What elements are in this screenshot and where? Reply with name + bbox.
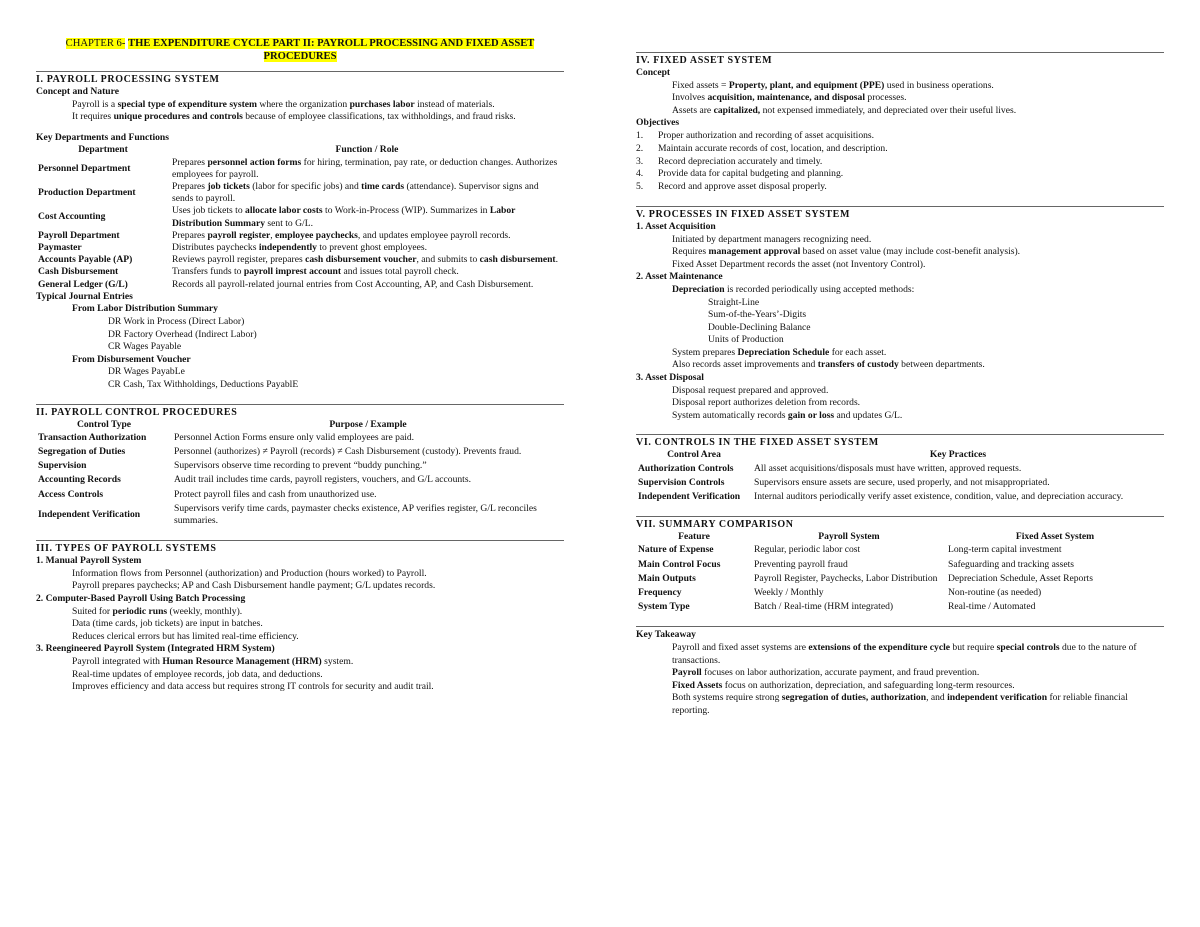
text-line: Payroll prepares paychecks; AP and Cash Disbursement handle payment; G/L updates records. [72,580,436,592]
summary-table [636,531,1164,614]
section-fixed-asset-system [636,52,1164,194]
table-row: Accounts Payable (AP) Reviews payroll register, prepares cash disbursement voucher, and submits to cash disbursement. [38,254,559,266]
section-key-takeaway [636,626,1164,717]
text-line: Fixed assets = Property, plant, and equipment (PPE) used in business operations. [672,79,994,91]
table-row: Cash Disbursement Transfers funds to payroll imprest account and issues total payroll check. [38,266,459,278]
subheading: 1. Manual Payroll System [36,555,142,567]
depreciation-method: Straight-Line [708,296,760,308]
payroll-controls-table [36,419,564,529]
text-line: Involves acquisition, maintenance, and disposal processes. [672,92,907,104]
journal-line: CR Cash, Tax Withholdings, Deductions PayablE [108,378,299,390]
paragraph: Payroll and fixed asset systems are extensions of the expenditure cycle but require special controls due to the nature of transactions. [672,642,1137,666]
journal-line: DR Wages PayabLe [108,366,185,378]
text-line: Depreciation is recorded periodically using accepted methods: [672,283,915,295]
table-row: Accounting Records Audit trail includes time cards, payroll registers, vouchers, and G/L accounts. [38,474,471,486]
depreciation-method: Units of Production [708,334,784,346]
journal-entry-heading: From Disbursement Voucher [72,353,191,365]
column-header: Function / Role [335,144,399,156]
paragraph: Both systems require strong segregation of duties, authorization, and independent verification for reliable financial reporting. [672,692,1128,717]
table-row: Access Controls Protect payroll files and cash from unauthorized use. [38,488,377,500]
table-row: Nature of Expense Regular, periodic labor cost Long-term capital investment [638,544,1062,556]
paragraph: Payroll is a special type of expenditure system where the organization purchases labor instead of materials. It requires unique procedures and controls because of employee classifications, tax withholdings, and fraud risks. [72,98,516,123]
text-line: System prepares Depreciation Schedule for each asset. [672,346,887,358]
section-heading: VI. CONTROLS IN THE FIXED ASSET SYSTEM [636,434,1164,449]
text-line: System automatically records gain or loss and updates G/L. [672,409,903,421]
text-line: Suited for periodic runs (weekly, monthly). [72,605,243,617]
right-column [636,48,1164,718]
section-heading: II. PAYROLL CONTROL PROCEDURES [36,404,564,419]
table-row: Paymaster Distributes paychecks independently to prevent ghost employees. [38,242,428,253]
section-payroll-processing [36,71,564,392]
table-row: Independent Verification Internal auditors periodically verify asset existence, condition, value, and depreciation accuracy. [638,491,1124,503]
column-header: Payroll System [818,531,880,543]
subheading: 3. Asset Disposal [636,372,704,384]
subheading: Key Departments and Functions [36,131,169,143]
list-item: 4. Provide data for capital budgeting and planning. [636,168,844,180]
text-line: Requires management approval based on asset value (may include cost-benefit analysis). [672,246,1021,258]
section-heading: VII. SUMMARY COMPARISON [636,516,1164,531]
table-row: Personnel Department Prepares personnel action forms for hiring, termination, pay rate, or deduction changes. Authorizes employees for payroll. [38,156,558,180]
depreciation-method: Sum-of-the-Years’-Digits [708,309,807,321]
section-heading: V. PROCESSES IN FIXED ASSET SYSTEM [636,206,1164,221]
text-line: Improves efficiency and data access but requires strong IT controls for security and audit trail. [72,681,434,693]
subheading: 2. Asset Maintenance [636,271,723,283]
text-line: Real-time updates of employee records, job data, and deductions. [72,668,323,680]
table-row: Supervision Supervisors observe time recording to prevent “buddy punching.” [38,460,427,472]
column-header: Feature [678,531,710,543]
column-header: Control Type [76,418,132,430]
journal-line: CR Wages Payable [108,341,182,353]
list-item: 2. Maintain accurate records of cost, location, and description. [636,142,888,154]
subheading: Concept and Nature [36,86,119,97]
table-row: Transaction Authorization Personnel Action Forms ensure only valid employees are paid. [38,431,415,443]
subheading: 3. Reengineered Payroll System (Integrated HRM System) [36,643,275,655]
text-line: Payroll integrated with Human Resource Management (HRM) system. [72,655,354,667]
section-fixed-asset-processes [636,206,1164,423]
paragraph: Fixed Assets focus on authorization, depreciation, and safeguarding long-term resources. [672,679,1015,691]
departments-table [36,144,564,290]
section-heading: III. TYPES OF PAYROLL SYSTEMS [36,540,564,555]
list-item: 5. Record and approve asset disposal properly. [636,181,827,193]
paragraph: Payroll focuses on labor authorization, accurate payment, and fraud prevention. [672,667,980,679]
text-line: Data (time cards, job tickets) are input in batches. [72,618,263,630]
page-title [36,38,564,63]
journal-line: DR Work in Process (Direct Labor) [108,316,245,327]
journal-line: DR Factory Overhead (Indirect Labor) [108,328,257,340]
subheading: Concept [636,67,671,78]
table-row: Main Outputs Payroll Register, Paychecks, Labor Distribution Depreciation Schedule, Asset Reports [638,572,1093,584]
journal-entry-heading: From Labor Distribution Summary [72,303,218,315]
section-payroll-types [36,540,564,694]
column-header: Key Practices [929,449,987,461]
section-fixed-asset-controls [636,434,1164,504]
table-row: Independent Verification Supervisors verify time cards, paymaster checks existence, AP verifies register, G/L reconciles summaries. [38,502,537,526]
list-item: 3. Record depreciation accurately and timely. [636,155,823,167]
column-header: Department [78,144,128,156]
subheading: 2. Computer-Based Payroll Using Batch Processing [36,592,246,604]
section-heading: I. PAYROLL PROCESSING SYSTEM [36,71,564,86]
depreciation-method: Double-Declining Balance [708,321,811,333]
text-line: Reduces clerical errors but has limited real-time efficiency. [72,630,299,642]
section-payroll-controls [36,404,564,529]
chapter-label: CHAPTER 6- [65,38,126,49]
table-row: Cost Accounting Uses job tickets to allocate labor costs to Work-in-Process (WIP). Summarizes in Labor Distribution Summary sent to G/L. [38,205,516,229]
section-heading: IV. FIXED ASSET SYSTEM [636,52,1164,67]
left-column [36,38,564,694]
column-header: Fixed Asset System [1015,531,1095,543]
table-row: Supervision Controls Supervisors ensure assets are secure, used properly, and not misappropriated. [638,476,1050,488]
table-row: Authorization Controls All asset acquisitions/disposals must have written, approved requests. [638,462,1022,474]
table-row: Payroll Department Prepares payroll register, employee paychecks, and updates employee payroll records. [38,229,511,241]
table-row: Frequency Weekly / Monthly Non-routine (as needed) [638,587,1042,599]
subheading: Typical Journal Entries [36,290,133,302]
text-line: Disposal request prepared and approved. [672,384,829,396]
table-row: Segregation of Duties Personnel (authorizes) ≠ Payroll (records) ≠ Cash Disbursement (custody). Prevents fraud. [38,445,522,457]
subheading: Objectives [636,117,680,129]
column-header: Control Area [667,449,721,461]
fixed-asset-controls-table [636,449,1164,504]
list-item: 1. Proper authorization and recording of asset acquisitions. [636,129,875,141]
text-line: Information flows from Personnel (authorization) and Production (hours worked) to Payroll. [72,567,427,579]
section-summary-comparison [636,516,1164,614]
text-line: Fixed Asset Department records the asset (not Inventory Control). [672,258,926,270]
chapter-title: THE EXPENDITURE CYCLE PART II: PAYROLL PROCESSING AND FIXED ASSET PROCEDURES [128,38,535,62]
table-row: Main Control Focus Preventing payroll fraud Safeguarding and tracking assets [638,558,1075,570]
section-heading: Key Takeaway [636,626,1164,642]
text-line: Initiated by department managers recognizing need. [672,233,872,245]
table-row: System Type Batch / Real-time (HRM integrated) Real-time / Automated [638,601,1036,613]
table-row: Production Department Prepares job tickets (labor for specific jobs) and time cards (attendance). Supervisor signs and sends to payroll. [38,180,539,205]
subheading: 1. Asset Acquisition [636,220,716,232]
column-header: Purpose / Example [329,418,407,430]
text-line: Assets are capitalized, not expensed immediately, and depreciated over their useful lives. [672,104,1017,116]
table-row: General Ledger (G/L) Records all payroll-related journal entries from Cost Accounting, AP, and Cash Disbursement. [38,278,534,290]
text-line: Disposal report authorizes deletion from records. [672,397,861,409]
text-line: Also records asset improvements and transfers of custody between departments. [672,359,985,371]
